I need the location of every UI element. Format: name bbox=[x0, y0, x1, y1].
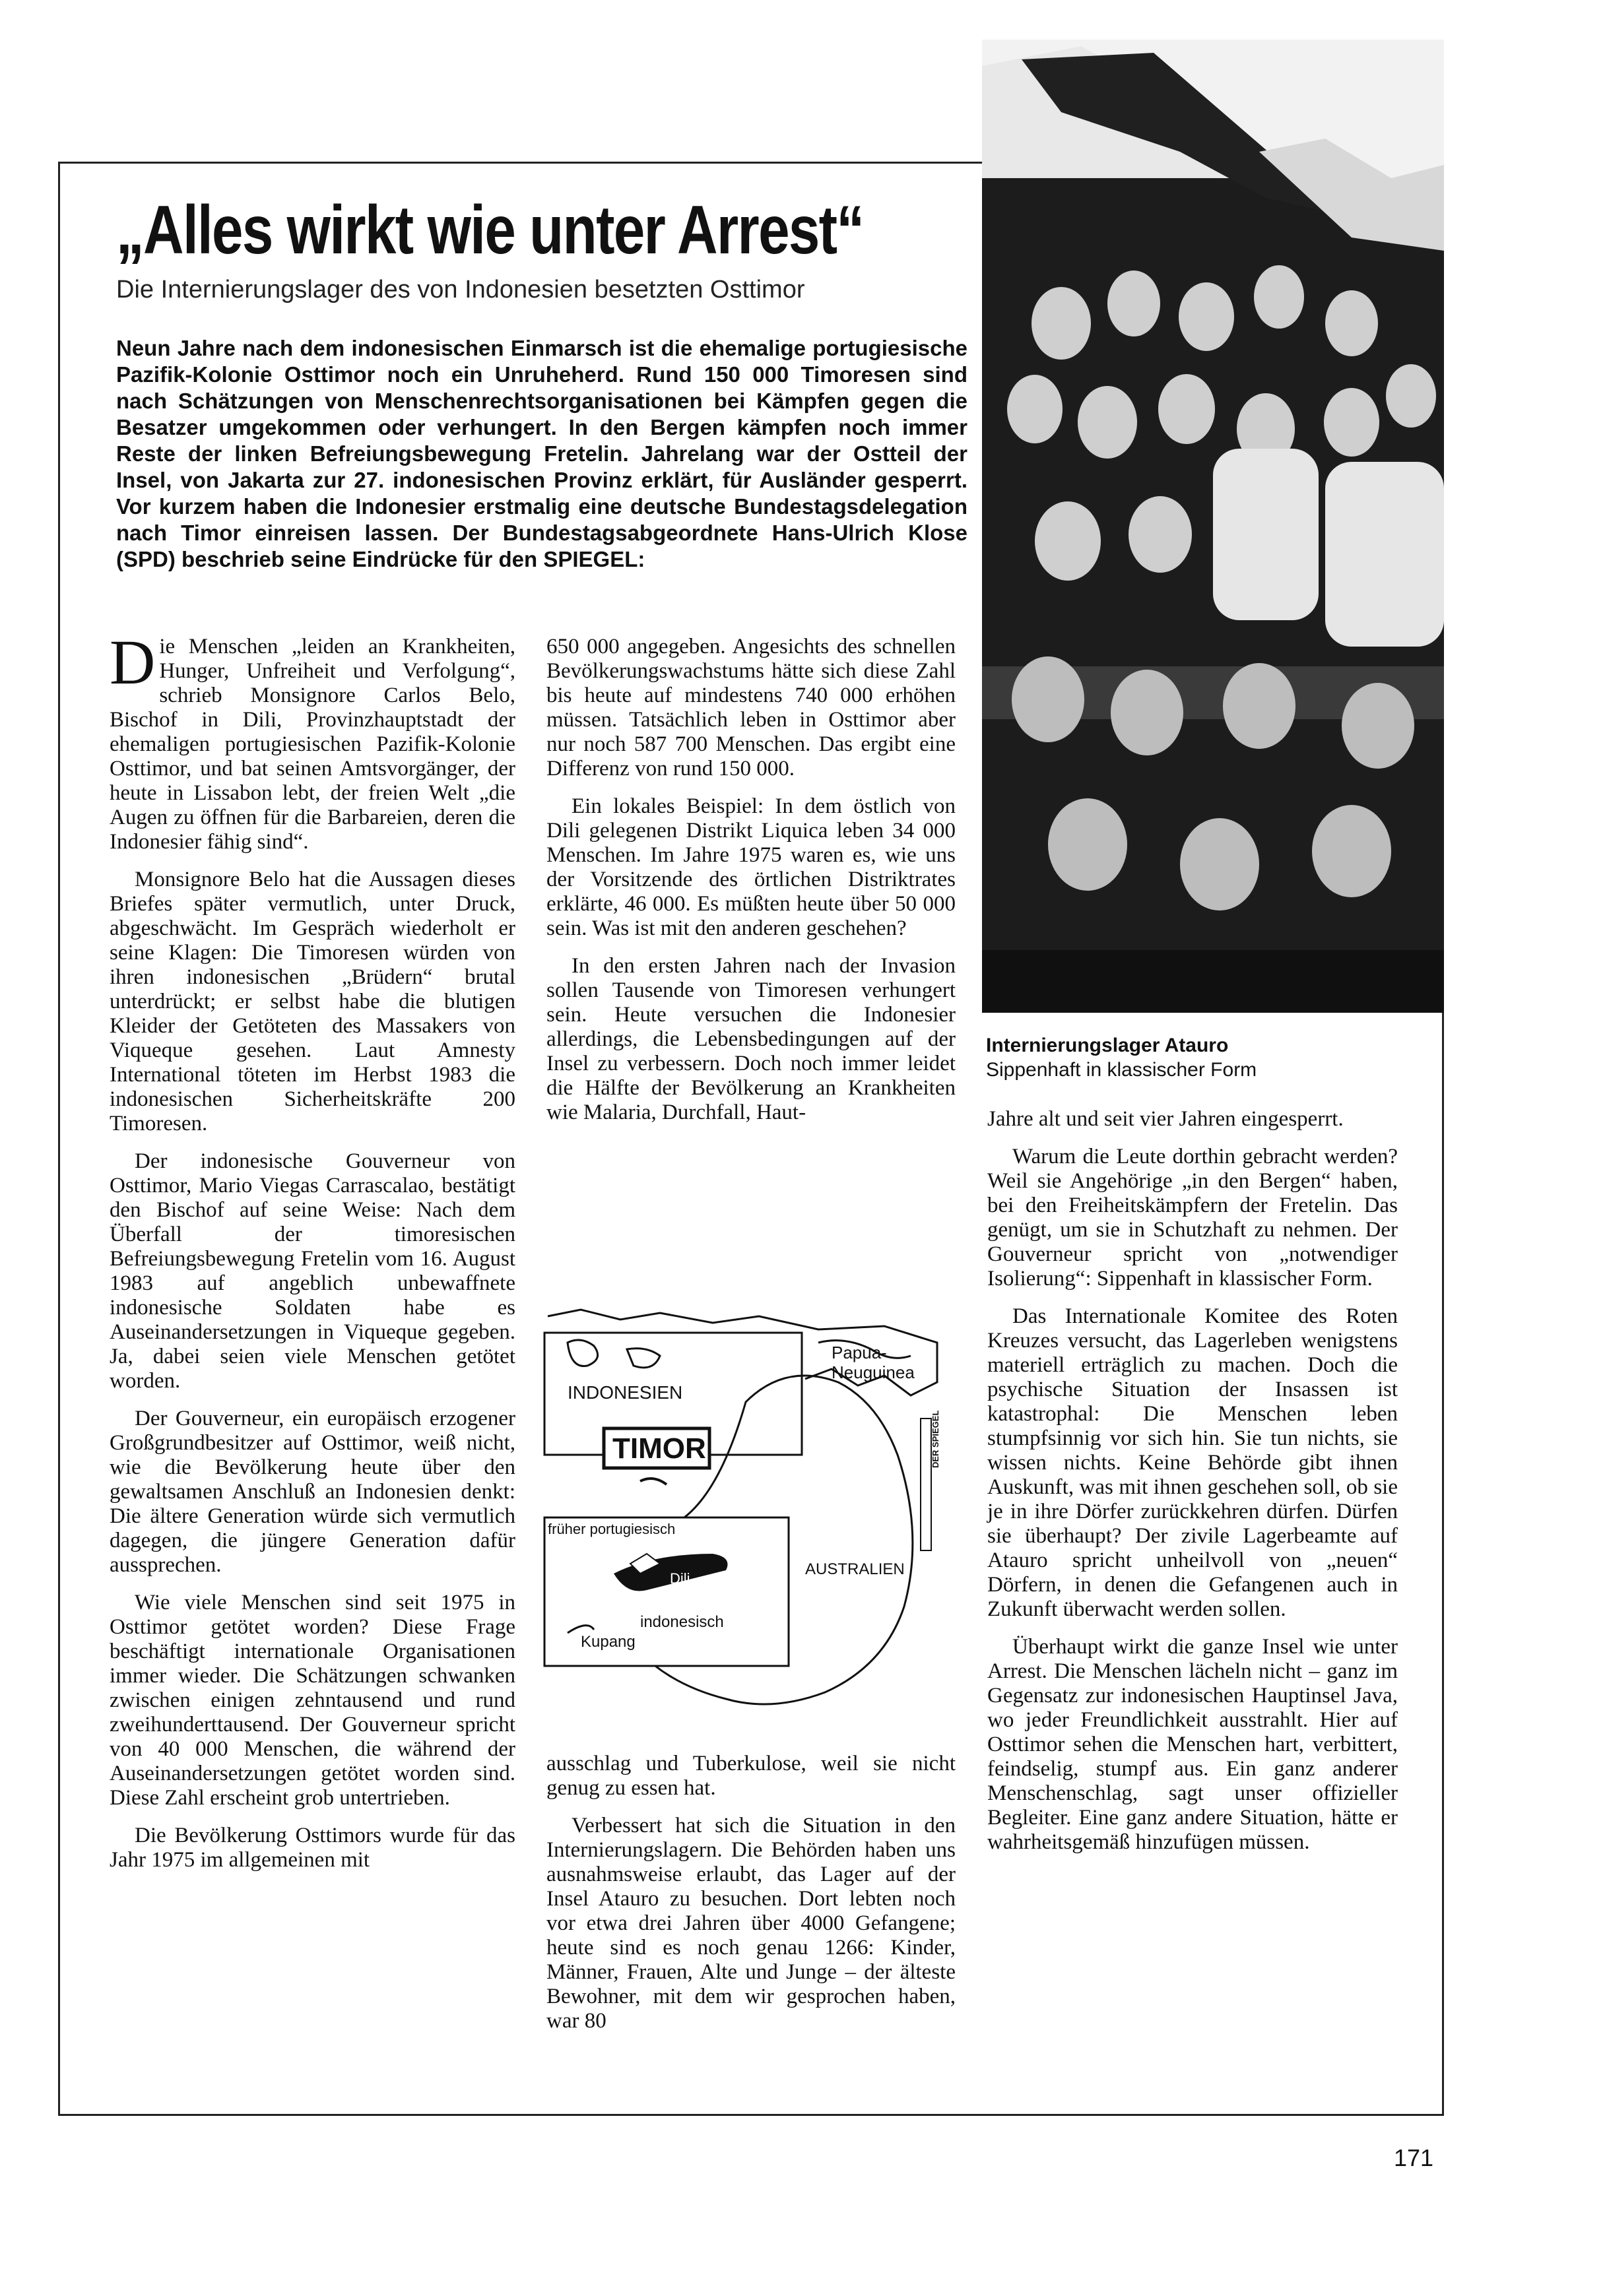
map-label-neuguinea: Neuguinea bbox=[832, 1362, 915, 1382]
paragraph: Die Bevölkerung Osttimors wurde für das Jahr 1975 im allgemeinen mit bbox=[110, 1824, 515, 1872]
article-subtitle: Die Internierungslager des von Indonesien besetzten Osttimor bbox=[116, 276, 805, 303]
map-label-papua: Papua- bbox=[832, 1343, 887, 1362]
paragraph: Warum die Leute dorthin gebracht werden? Weil sie Angehörige „in den Bergen“ haben, bei den Freiheitskämpfern der Fretelin. Das genügt, um sie in Schutzhaft zu nehmen. Der Gouverneur spricht von „notwendiger Isolierung“: Sippenhaft in klassischer Form. bbox=[987, 1145, 1398, 1291]
article-title: „Alles wirkt wie unter Arrest“ bbox=[116, 192, 864, 269]
map-label-timor: TIMOR bbox=[612, 1432, 706, 1465]
paragraph: Jahre alt und seit vier Jahren eingesperrt. bbox=[987, 1107, 1344, 1131]
paragraph: Überhaupt wirkt die ganze Insel wie unter Arrest. Die Menschen lächeln nicht – ganz im Gegensatz zur indonesischen Hauptinsel Java, wo jeder Freundlichkeit ausstrahlt. Hier auf Osttimor sehen die Menschen hart, verbittert, feindselig, stumpf aus. Ein ganz anderer Menschenschlag, sagt unser offizieller Begleiter. Eine ganz andere Situation, hätte er wahrheitsgemäß hinzufügen müssen. bbox=[987, 1635, 1398, 1854]
map-label-indonesisch: indonesisch bbox=[640, 1613, 724, 1631]
photo-image bbox=[982, 40, 1444, 1013]
paragraph: Wie viele Menschen sind seit 1975 in Osttimor getötet worden? Diese Frage beschäftigt internationale Organisationen immer wieder. Die Schätzungen schwanken zwischen einigen zehntausend und rund zweihunderttausend. Der Gouverneur spricht von 40 000 Menschen, die während der Auseinandersetzungen getötet worden sind. Diese Zahl erscheint grob untertrieben. bbox=[110, 1591, 515, 1810]
column-2-bottom bbox=[546, 1752, 956, 2047]
paragraph: Der Gouverneur, ein europäisch erzogener Großgrundbesitzer auf Osttimor, weiß nicht, wie die Bevölkerung heute über den gewaltsamen Anschluß an Indonesien denkt: Die ältere Generation würde sich vermutlich dagegen, die jüngere Generation dafür aussprechen. bbox=[110, 1407, 515, 1577]
column-3 bbox=[987, 1107, 1398, 1868]
paragraph bbox=[110, 627, 515, 854]
paragraph: Verbessert hat sich die Situation in den Internierungslagern. Die Behörden haben uns ausnahmsweise erlaubt, das Lager auf der Insel Atauro zu besuchen. Dort lebten noch vor etwa drei Jahren über 4000 Gefangene; heute sind es noch genau 1266: Kinder, Männer, Frauen, Alte und Junge – der älteste Bewohner, mit dem wir gesprochen haben, war 80 bbox=[546, 1814, 956, 2033]
timor-map bbox=[541, 1303, 958, 1742]
drop-cap: D bbox=[110, 627, 156, 697]
paragraph: Das Internationale Komitee des Roten Kreuzes versucht, das Lagerleben wenigstens materiell erträglich zu machen. Doch die psychische Situation der Insassen ist katastrophal: Die Menschen leben stumpfsinnig vor sich hin. Sie tun nichts, sie wissen nichts. Keine Behörde gibt ihnen Auskunft, was mit ihnen geschehen soll, ob sie je in ihre Dörfer zurückkehren dürfen. Dürfen sie überhaupt? Der zivile Lagerbeamte auf Atauro spricht unheilvoll von „neuen“ Dörfern, in denen die Gefangenen auch in Zukunft überwacht werden sollen. bbox=[987, 1304, 1398, 1621]
map-credit: DER SPIEGEL bbox=[931, 1410, 940, 1468]
map-label-kupang: Kupang bbox=[581, 1633, 636, 1651]
column-1 bbox=[110, 627, 515, 1886]
paragraph-text: ie Menschen „leiden an Krankheiten, Hunger, Unfreiheit und Verfolgung“, schrieb Monsignore Carlos Belo, Bischof in Dili, Provinzhauptstadt der ehemaligen portugiesischen Pazifik-Kolonie Osttimor, und bat seinen Amtsvorgänger, der heute in Lissabon lebt, der freien Welt „die Augen zu öffnen für die Barbareien, deren die Indonesier fähig sind“. bbox=[110, 635, 515, 854]
map-label-portugiesisch: früher portugiesisch bbox=[548, 1521, 676, 1537]
paragraph: 650 000 angegeben. Angesichts des schnellen Bevölkerungswachstums hätte sich diese Zahl bis heute auf mindestens 740 000 erhöhen müssen. Tatsächlich leben in Osttimor aber nur noch 587 700 Menschen. Das ergibt eine Differenz von rund 150 000. bbox=[546, 635, 956, 781]
article-frame-right bbox=[1442, 1013, 1444, 2116]
map-label-indonesien: INDONESIEN bbox=[568, 1382, 683, 1403]
map-label-dili: Dili bbox=[670, 1570, 690, 1587]
photo-caption-title: Internierungslager Atauro bbox=[986, 1035, 1229, 1056]
paragraph: Ein lokales Beispiel: In dem östlich von Dili gelegenen Distrikt Liquica leben 34 000 Menschen. Im Jahre 1975 waren es, wie uns der Vorsitzende des örtlichen Distriktrates erklärte, 46 000. Es müßten heute über 50 000 sein. Was ist mit den anderen geschehen? bbox=[546, 794, 956, 940]
paragraph: Monsignore Belo hat die Aussagen dieses Briefes später vermutlich, unter Druck, abgeschwächt. Im Gespräch wiederholt er seine Klagen: Die Timoresen würden von ihren indonesischen „Brüdern“ brutal unterdrückt; er selbst habe die blutigen Kleider der Getöteten des Massakers von Viqueque gesehen. Laut Amnesty International töteten im Herbst 1983 die indonesischen Sicherheitskräfte 200 Timoresen. bbox=[110, 868, 515, 1135]
paragraph: Der indonesische Gouverneur von Osttimor, Mario Viegas Carrascalao, bestätigt den Bischof auf seine Weise: Nach dem Überfall der timoresischen Befreiungsbewegung Fretelin vom 16. August 1983 auf angeblich unbewaffnete indonesische Soldaten habe es Auseinandersetzungen in Viqueque gegeben. Ja, dabei seien viele Menschen getötet worden. bbox=[110, 1149, 515, 1393]
paragraph: In den ersten Jahren nach der Invasion sollen Tausende von Timoresen verhungert sein. Heute versuchen die Indonesier allerdings, die Lebensbedingungen auf der Insel zu verbessern. Doch noch immer leidet die Hälfte der Bevölkerung an Krankheiten wie Malaria, Durchfall, Haut- bbox=[546, 954, 956, 1124]
internment-camp-photo bbox=[982, 40, 1444, 1013]
photo-caption-subtitle: Sippenhaft in klassischer Form bbox=[986, 1059, 1257, 1081]
map-label-australien: AUSTRALIEN bbox=[805, 1560, 905, 1578]
column-2-top bbox=[546, 635, 956, 1138]
page-number: 171 bbox=[1394, 2144, 1434, 2171]
article-lead: Neun Jahre nach dem indonesischen Einmarsch ist die ehemalige portugiesische Pazifik-Kolonie Osttimor noch ein Unruheherd. Rund 150 000 Timoresen sind nach Schätzungen von Menschenrechtsorganisationen bei Kämpfen gegen die Besatzer umgekommen oder verhungert. In den Bergen kämpfen noch immer Reste der linken Befreiungsbewegung Fretelin. Jahrelang war der Ostteil der Insel, von Jakarta zur 27. indonesischen Provinz erklärt, für Ausländer gesperrt. Vor kurzem haben die Indonesier erstmalig eine deutsche Bundestagsdelegation nach Timor einreisen lassen. Der Bundestagsabgeordnete Hans-Ulrich Klose (SPD) beschrieb seine Eindrücke für den SPIEGEL: bbox=[116, 336, 967, 571]
paragraph: ausschlag und Tuberkulose, weil sie nicht genug zu essen hat. bbox=[546, 1752, 956, 1800]
